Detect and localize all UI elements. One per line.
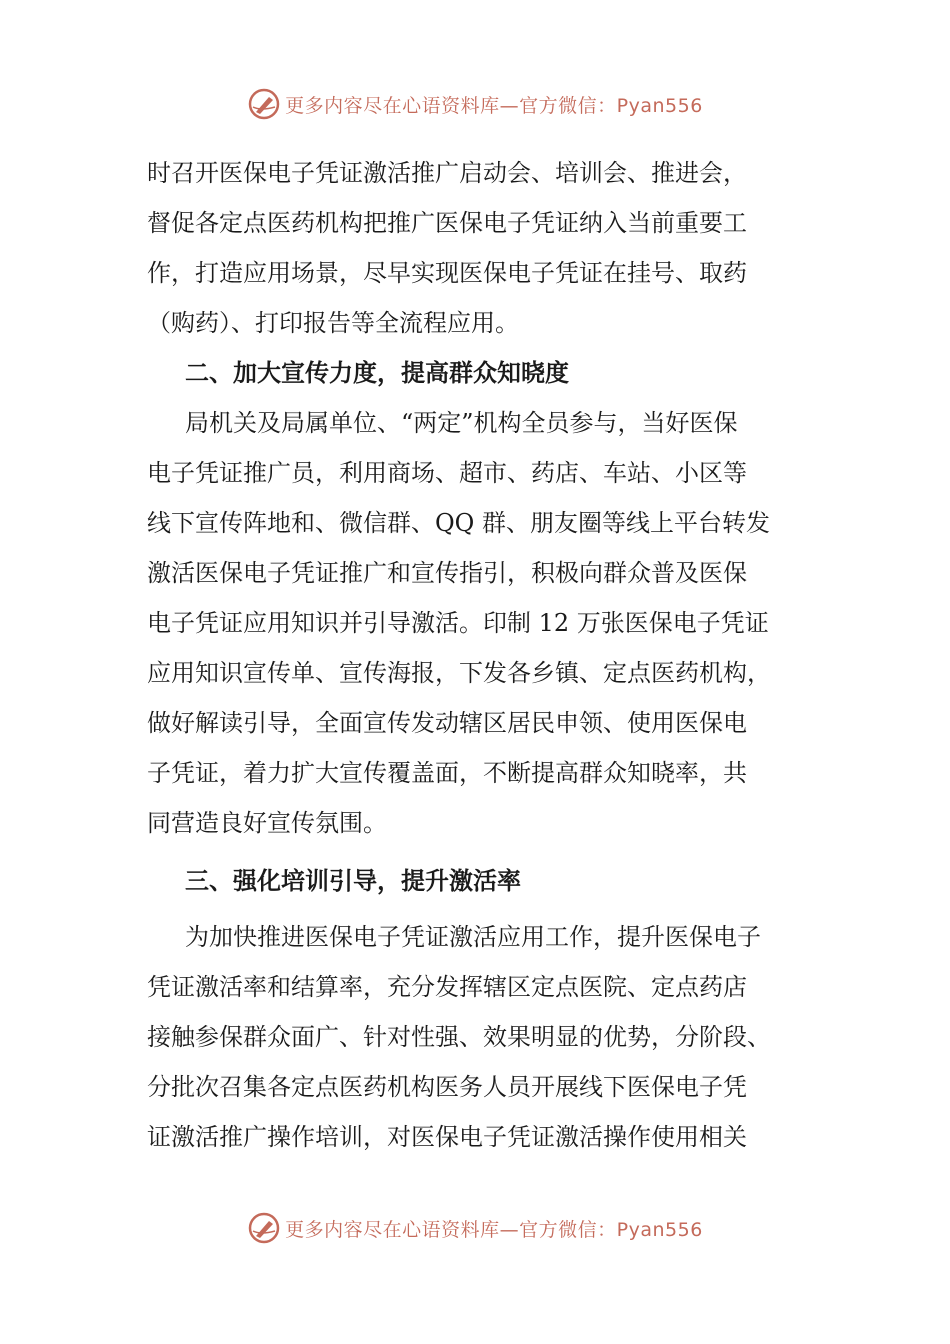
text-line: 分批次召集各定点医药机构医务人员开展线下医保电子凭 xyxy=(147,1073,747,1101)
text-line: 做好解读引导，全面宣传发动辖区居民申领、使用医保电 xyxy=(147,709,747,737)
text-line: （购药）、打印报告等全流程应用。 xyxy=(147,309,519,337)
text-line: 激活医保电子凭证推广和宣传指引，积极向群众普及医保 xyxy=(147,559,747,587)
text-line: 接触参保群众面广、针对性强、效果明显的优势，分阶段、 xyxy=(147,1023,771,1051)
header-banner xyxy=(0,84,950,124)
text-line: 线下宣传阵地和、微信群、QQ 群、朋友圈等线上平台转发 xyxy=(147,509,770,537)
text-line: 证激活推广操作培训，对医保电子凭证激活操作使用相关 xyxy=(147,1123,747,1151)
text-line: 局机关及局属单位、“两定”机构全员参与，当好医保 xyxy=(185,409,738,437)
text-line: 电子凭证推广员，利用商场、超市、药店、车站、小区等 xyxy=(147,459,747,487)
text-line: 子凭证，着力扩大宣传覆盖面，不断提高群众知晓率，共 xyxy=(147,759,747,787)
banner-text: 更多内容尽在心语资料库—官方微信：Pyan556 xyxy=(285,1218,703,1241)
text-line: 督促各定点医药机构把推广医保电子凭证纳入当前重要工 xyxy=(147,209,747,237)
text-line: 时召开医保电子凭证激活推广启动会、培训会、推进会， xyxy=(147,159,747,187)
text-line: 凭证激活率和结算率，充分发挥辖区定点医院、定点药店 xyxy=(147,973,747,1001)
text-line: 同营造良好宣传氛围。 xyxy=(147,809,387,837)
text-line: 电子凭证应用知识并引导激活。印制 12 万张医保电子凭证 xyxy=(147,609,769,637)
text-line: 作，打造应用场景，尽早实现医保电子凭证在挂号、取药 xyxy=(147,259,747,287)
footer-banner xyxy=(0,1208,950,1248)
text-line: 为加快推进医保电子凭证激活应用工作，提升医保电子 xyxy=(185,923,761,951)
banner-text: 更多内容尽在心语资料库—官方微信：Pyan556 xyxy=(285,94,703,117)
document-body xyxy=(147,148,807,1162)
section-heading-3: 三、强化培训引导，提升激活率 xyxy=(185,866,521,895)
pen-logo-icon xyxy=(247,87,281,121)
pen-logo-icon xyxy=(247,1211,281,1245)
text-line: 应用知识宣传单、宣传海报，下发各乡镇、定点医药机构， xyxy=(147,659,771,687)
section-heading-2: 二、加大宣传力度，提高群众知晓度 xyxy=(185,358,569,387)
